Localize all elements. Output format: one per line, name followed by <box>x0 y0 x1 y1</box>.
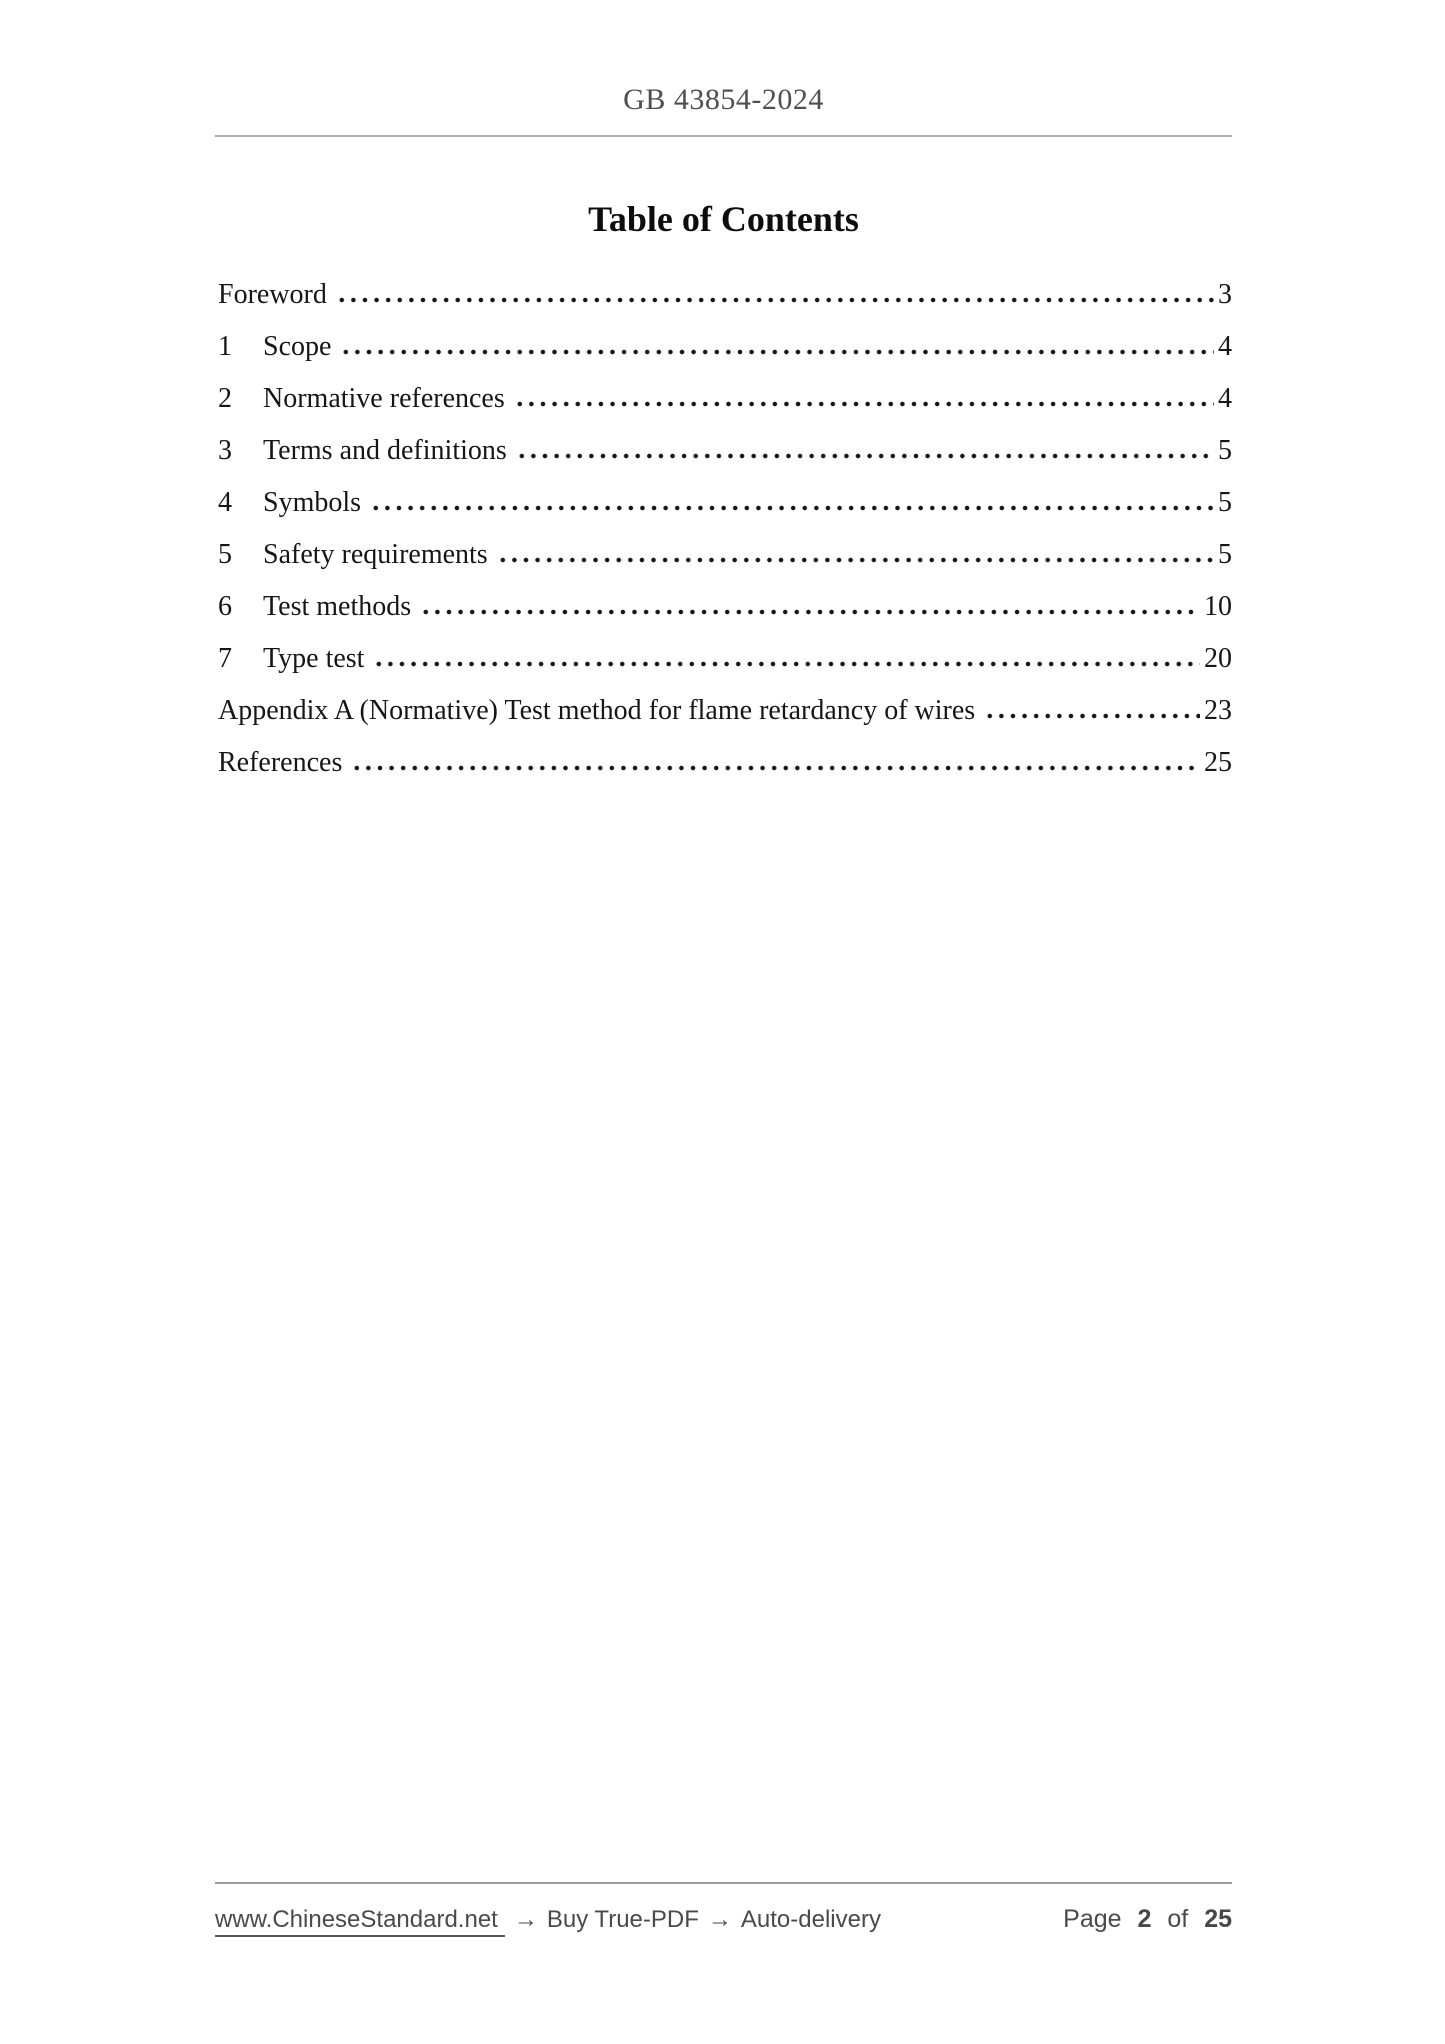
toc-entry-page: 5 <box>1218 435 1232 466</box>
arrow-right-icon: → <box>707 1906 732 1933</box>
footer-promo <box>215 1906 881 1937</box>
page-word: Page <box>1063 1905 1122 1933</box>
toc-entry-label: Safety requirements <box>263 539 488 570</box>
toc-entry <box>215 321 1232 373</box>
toc-entry-number: 5 <box>218 539 232 570</box>
toc-entry <box>215 685 1232 737</box>
toc-dot-leader <box>370 505 1214 511</box>
toc-entry-page: 5 <box>1218 539 1232 570</box>
toc-entry <box>215 373 1232 425</box>
toc-entry <box>215 633 1232 685</box>
toc-entry-label: References <box>218 747 343 778</box>
toc-entry <box>215 581 1232 633</box>
toc-entry <box>215 529 1232 581</box>
toc-entry-number: 1 <box>218 331 232 362</box>
toc-entry-number: 2 <box>218 383 232 414</box>
arrow-right-icon: → <box>513 1906 538 1933</box>
toc-entry-page: 10 <box>1204 591 1232 622</box>
toc-entry-number: 6 <box>218 591 232 622</box>
footer-action-buy: Buy True-PDF <box>546 1906 699 1933</box>
toc-dot-leader <box>336 297 1214 303</box>
toc-dot-leader <box>351 765 1200 771</box>
toc-dot-leader <box>516 453 1214 459</box>
toc-dot-leader <box>497 557 1214 563</box>
toc-entry-number: 4 <box>218 487 232 518</box>
toc-entry-number: 7 <box>218 643 232 674</box>
toc-entry-label: Normative references <box>263 383 505 414</box>
page-footer <box>215 1882 1232 1937</box>
toc-entry-page: 25 <box>1204 747 1232 778</box>
table-of-contents <box>215 269 1232 789</box>
toc-dot-leader <box>514 401 1214 407</box>
page-title: Table of Contents <box>588 199 859 239</box>
toc-entry <box>215 269 1232 321</box>
toc-entry <box>215 477 1232 529</box>
toc-entry-page: 4 <box>1218 383 1232 414</box>
toc-entry-page: 3 <box>1218 279 1232 310</box>
toc-entry-page: 20 <box>1204 643 1232 674</box>
toc-entry-number: 3 <box>218 435 232 466</box>
website-link[interactable]: www.ChineseStandard.net <box>215 1906 505 1937</box>
toc-entry-label: Symbols <box>263 487 362 518</box>
toc-entry-label: Scope <box>263 331 332 362</box>
document-code: GB 43854-2024 <box>623 83 824 116</box>
toc-entry-page: 4 <box>1218 331 1232 362</box>
page-current-number: 2 <box>1137 1905 1152 1933</box>
page-header <box>215 0 1232 137</box>
footer-action-delivery: Auto-delivery <box>740 1906 881 1933</box>
toc-entry-label: Terms and definitions <box>263 435 507 466</box>
toc-dot-leader <box>340 349 1214 355</box>
toc-entry-label: Type test <box>263 643 365 674</box>
toc-entry <box>215 425 1232 477</box>
toc-dot-leader <box>420 609 1200 615</box>
toc-entry-label: Foreword <box>218 279 327 310</box>
toc-entry-label: Test methods <box>263 591 412 622</box>
document-page <box>215 0 1232 789</box>
toc-entry-page: 23 <box>1204 695 1232 726</box>
toc-entry <box>215 737 1232 789</box>
toc-entry-page: 5 <box>1218 487 1232 518</box>
toc-dot-leader <box>984 713 1200 719</box>
page-total-number: 25 <box>1204 1905 1232 1933</box>
page-indicator <box>1063 1905 1232 1933</box>
toc-dot-leader <box>373 661 1200 667</box>
toc-entry-label: Appendix A (Normative) Test method for flame retardancy of wires <box>218 695 976 726</box>
of-word: of <box>1167 1905 1189 1933</box>
